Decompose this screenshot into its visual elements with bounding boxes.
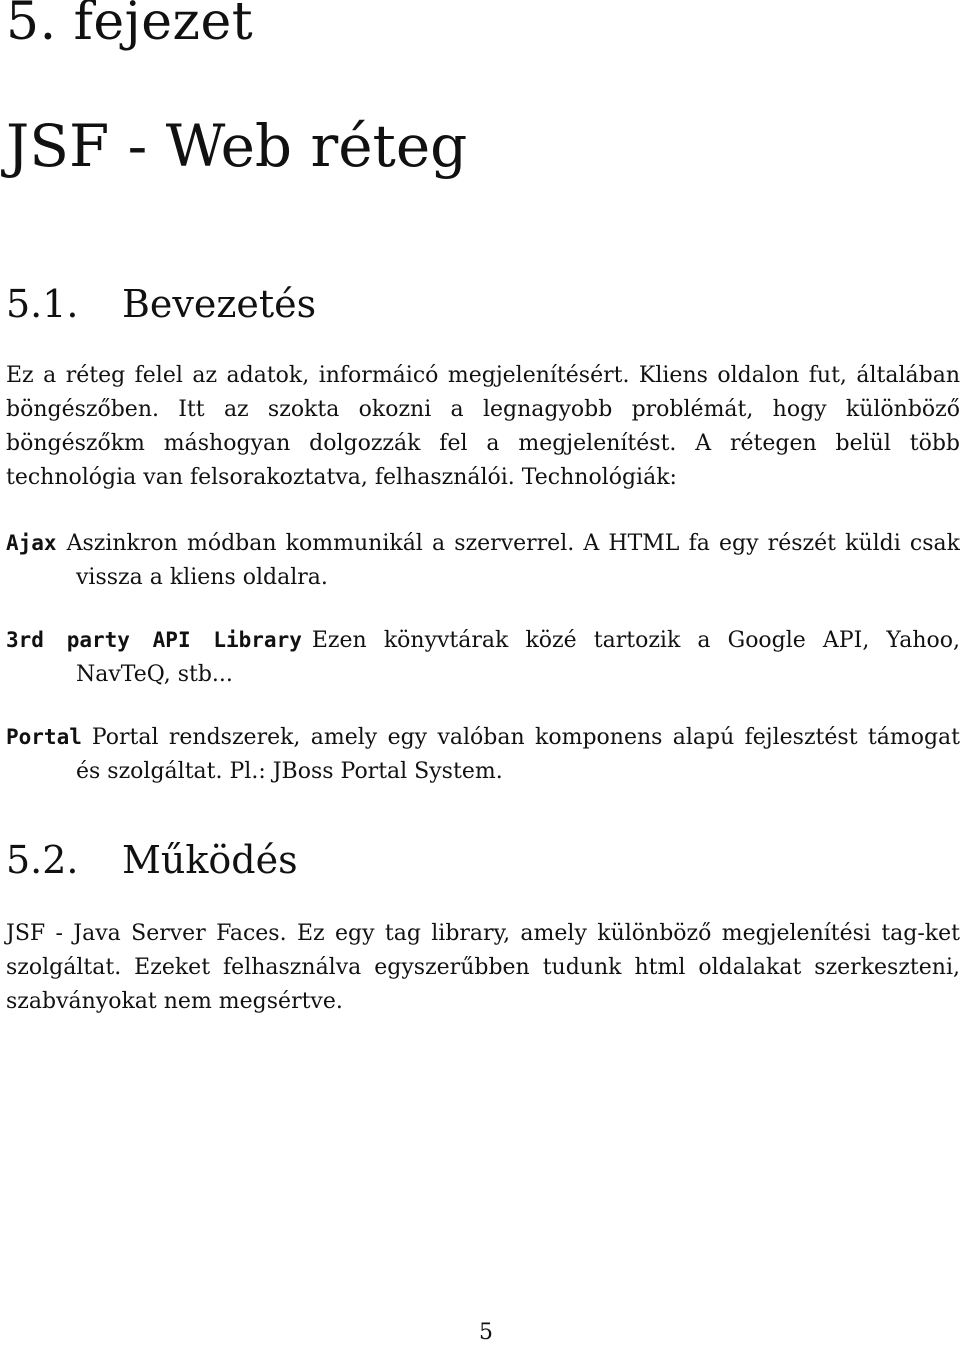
definition-description: Portal rendszerek, amely egy valóban komponens alapú fejlesztést támogat és szolgáltat. Pl.: JBoss Portal System.	[76, 725, 960, 784]
body-paragraph: JSF - Java Server Faces. Ez egy tag library, amely különböző megjelenítési tag-ket szolgáltat. Ezeket felhasználva egyszerűbben tudunk html oldalakat szerkeszteni, szabványokat nem megsértve.	[6, 921, 960, 1014]
section-number: 5.1.	[6, 282, 79, 326]
definition-item-ajax	[6, 526, 960, 595]
intro-paragraph: Ez a réteg felel az adatok, informáicó megjelenítésért. Kliens oldalon fut, általában böngészőben. Itt az szokta okozni a legnagyobb problémát, hogy különböző böngészőkm máshogyan dolgozzák fel a megjelenítést. A rétegen belül több technológia van felsorakoztatva, felhasználói. Technológiák:	[6, 363, 960, 490]
section-number: 5.2.	[6, 838, 79, 882]
section-heading-mukodes	[6, 838, 298, 882]
definition-description: Ezen könyvtárak közé tartozik a Google API, Yahoo, NavTeQ, stb...	[76, 628, 960, 687]
section-title: Bevezetés	[122, 282, 317, 326]
page-number: 5	[479, 1320, 493, 1345]
definition-item-api-library	[6, 623, 960, 692]
chapter-title: JSF - Web réteg	[6, 112, 468, 180]
definition-term: Ajax	[6, 531, 57, 555]
definition-term: Portal	[6, 725, 82, 749]
definition-term: 3rd party API Library	[6, 628, 302, 652]
definition-description: Aszinkron módban kommunikál a szerverrel. A HTML fa egy részét küldi csak vissza a kliens oldalra.	[66, 531, 960, 590]
section-heading-bevezetes	[6, 282, 316, 326]
chapter-label: 5. fejezet	[6, 0, 254, 52]
section-title: Működés	[122, 838, 298, 882]
definition-item-portal	[6, 720, 960, 789]
technology-list	[6, 526, 960, 817]
